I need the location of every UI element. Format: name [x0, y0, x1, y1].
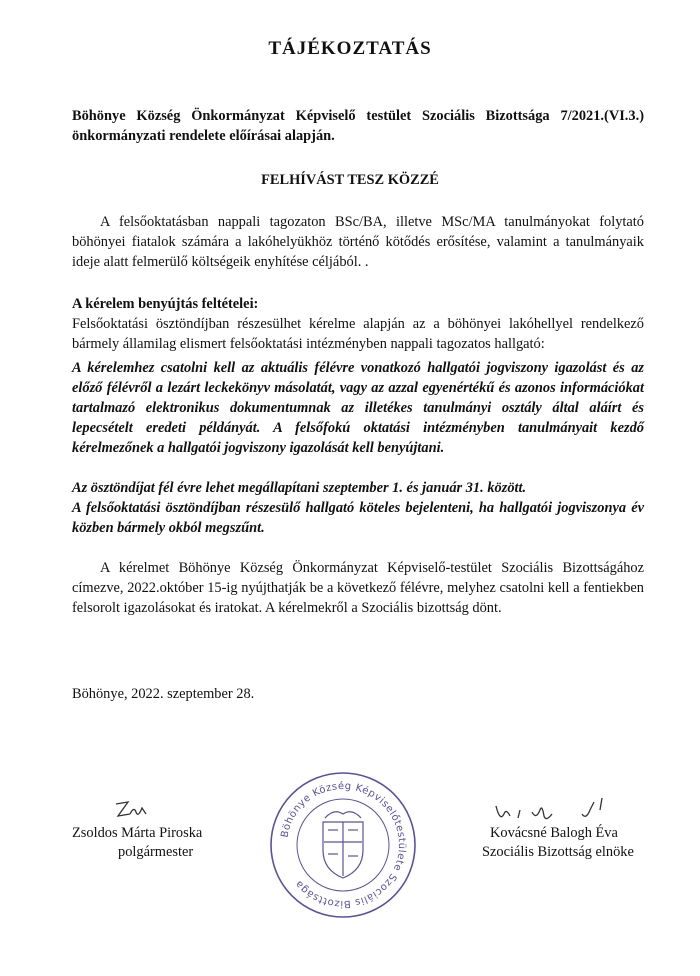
emphasis-attachments: A kérelemhez csatolni kell az aktuális félévre vonatkozó hallgatói jogviszony igazolást és az előző félévről a lezárt leckekönyv másolatát, vagy az azzal egyenértékű és azonos információkat tartalmazó elektronikus dokumentumnak az illetékes tanulmányi osztály által aláírt és lepecsételt eredeti példányát. A felsőfokú oktatási intézményben tanulmányait kezdő kérelmezőnek a hallgatói jogviszony igazolását kell benyújtani. — [72, 360, 644, 456]
document-title: TÁJÉKOZTATÁS — [268, 38, 432, 59]
paragraph-purpose: A felsőoktatásban nappali tagozaton BSc/BA, illetve MSc/MA tanulmányokat folytató böhönyei fiatalok számára a lakóhelyükhöz történő kötődés erősítése, valamint a tanulmányaik ideje alatt felmerülő költségeik enyhítése céljából. . — [72, 214, 644, 270]
svg-text:Böhönye Község Képviselőtestül: Böhönye Község Képviselőtestülete Szociális Bizottsága — [279, 780, 408, 910]
right-signature-scribble — [490, 796, 610, 826]
emphasis-notification: A felsőoktatási ösztöndíjban részesülő hallgató köteles bejelenteni, ha hallgatói jogviszonya év közben bármely okból megszűnt. — [72, 500, 644, 536]
intro-paragraph: Böhönye Község Önkormányzat Képviselő testület Szociális Bizottsága 7/2021.(VI.3.) önkormányzati rendelete előírásai alapján. — [72, 108, 644, 144]
place-date: Böhönye, 2022. szeptember 28. — [72, 686, 255, 702]
left-signatory-name: Zsoldos Márta Piroska — [72, 825, 203, 841]
paragraph-submission: A kérelmet Böhönye Község Önkormányzat Képviselő-testület Szociális Bizottságához címezve, 2022.október 15-ig nyújthatják be a következő félévre, melyhez csatolni kell a fentiekben felsorolt igazolásokat és iratokat. A kérelmekről a Szociális bizottság dönt. — [72, 560, 644, 616]
left-signature-scribble — [112, 796, 154, 826]
left-signatory-role: polgármester — [118, 844, 194, 860]
right-signatory-role: Szociális Bizottság elnöke — [482, 844, 634, 860]
right-signatory-name: Kovácsné Balogh Éva — [490, 825, 618, 841]
conditions-text: Felsőoktatási ösztöndíjban részesülhet kérelme alapján az a böhönyei lakóhellyel rendelkező bármely államilag elismert felsőoktatási intézményben nappali tagozatos hallgató: — [72, 316, 644, 352]
emphasis-period: Az ösztöndíjat fél évre lehet megállapítani szeptember 1. és január 31. között. — [72, 480, 527, 496]
subtitle: FELHÍVÁST TESZ KÖZZÉ — [261, 172, 439, 188]
official-seal — [268, 770, 418, 920]
conditions-heading: A kérelem benyújtás feltételei: — [72, 296, 259, 312]
